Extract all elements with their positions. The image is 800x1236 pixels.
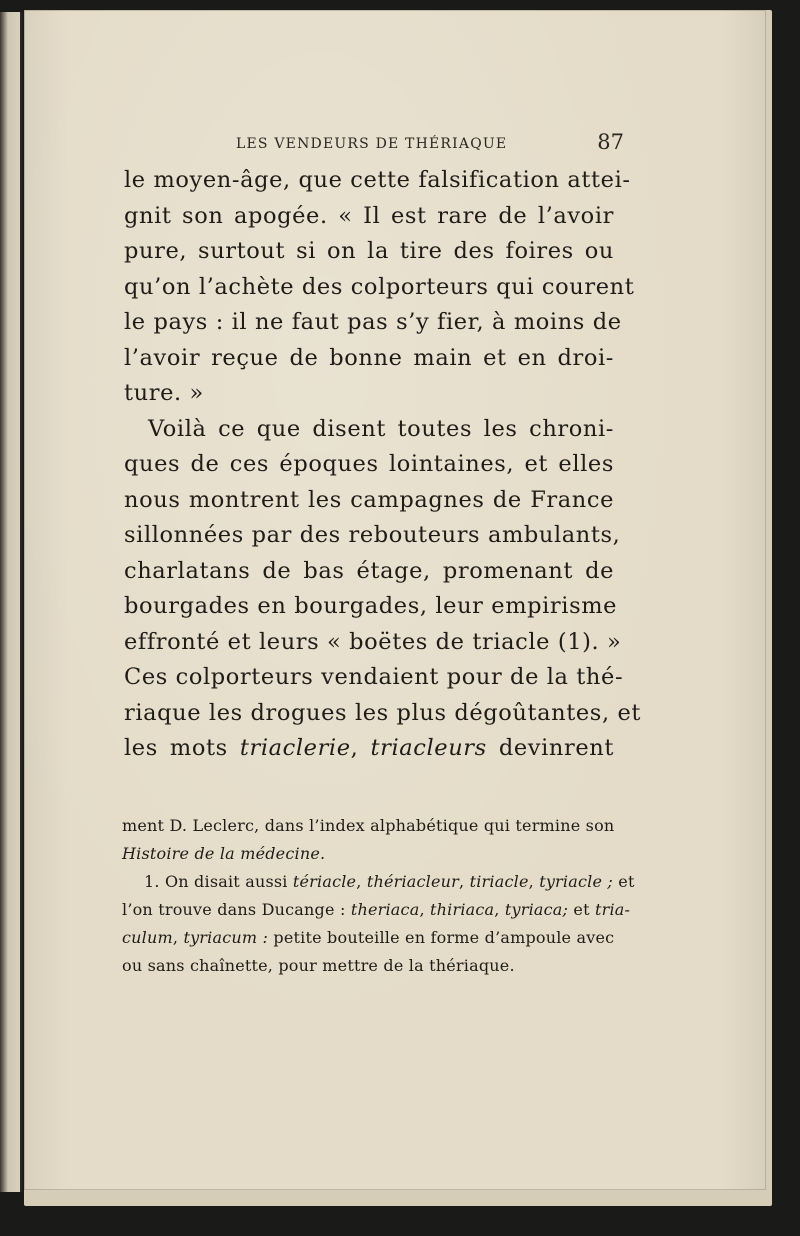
text-line: charlatans de bas étage, promenant de xyxy=(124,557,614,584)
text-line: Ces colporteurs vendaient pour de la thé- xyxy=(124,664,624,690)
text-run: , xyxy=(528,872,540,891)
italic-term: tria- xyxy=(595,900,631,919)
text-line: gnit son apogée. « Il est rare de l’avoir xyxy=(124,202,614,229)
italic-term: tyriacum : xyxy=(183,928,269,947)
footnote-line xyxy=(122,840,612,868)
page-header xyxy=(210,132,630,156)
text-line: Voilà ce que disent toutes les chroni- xyxy=(148,415,614,442)
text-line: le pays : il ne faut pas s’y fier, à moins de xyxy=(124,309,622,335)
page-number: 87 xyxy=(597,130,624,154)
text-run: , xyxy=(356,872,367,891)
italic-term: tériacle xyxy=(292,872,357,891)
italic-term: tyriacle ; xyxy=(539,872,613,891)
italic-term: tyriaca; xyxy=(504,900,569,919)
text-run: , xyxy=(172,928,184,947)
footnote-line: ou sans chaînette, pour mettre de la thériaque. xyxy=(122,956,515,975)
italic-title: Histoire de la médecine. xyxy=(122,844,326,863)
text-run: , xyxy=(459,872,470,891)
text-line: riaque les drogues les plus dégoûtantes, et xyxy=(124,699,642,726)
text-line-last xyxy=(124,731,614,767)
text-run: et xyxy=(568,900,596,919)
text-run: les mots xyxy=(124,735,240,761)
italic-term: tiriacle xyxy=(469,872,529,891)
text-line: le moyen-âge, que cette falsification attei- xyxy=(124,167,631,193)
text-line: nous montrent les campagnes de France xyxy=(124,486,614,513)
text-line: ques de ces époques lointaines, et elles xyxy=(124,451,614,477)
text-line: ture. » xyxy=(124,380,204,406)
footnote-line xyxy=(122,868,635,896)
text-line: pure, surtout si on la tire des foires ou xyxy=(124,238,614,264)
italic-term: triacleurs xyxy=(370,735,487,761)
text-run: , xyxy=(494,900,505,919)
italic-term: thiriaca xyxy=(430,900,495,919)
book-spine-edge xyxy=(0,12,22,1192)
text-run: petite bouteille en forme d’ampoule avec xyxy=(268,928,615,947)
text-run: et xyxy=(612,872,635,891)
footnote-line: ment D. Leclerc, dans l’index alphabétique qui termine son xyxy=(122,816,615,835)
text-run: , xyxy=(350,735,371,761)
footnote-line xyxy=(122,896,631,924)
text-line: qu’on l’achète des colporteurs qui courent xyxy=(124,273,635,300)
text-run: 1. On disait aussi xyxy=(144,872,293,891)
text-run: l’on trouve dans Ducange : xyxy=(122,900,351,919)
footnote-line xyxy=(122,924,615,952)
text-run: , xyxy=(419,900,431,919)
text-line: bourgades en bourgades, leur empirisme xyxy=(124,593,618,619)
running-head: LES VENDEURS DE THÉRIAQUE xyxy=(236,136,508,152)
text-run: devinrent xyxy=(486,735,614,761)
text-line: l’avoir reçue de bonne main et en droi- xyxy=(124,344,614,371)
italic-term: theriaca xyxy=(350,900,420,919)
italic-term: thériacleur xyxy=(366,872,460,891)
footnotes xyxy=(122,812,635,980)
text-line: effronté et leurs « boëtes de triacle (1). » xyxy=(124,628,622,655)
text-line: sillonnées par des rebouteurs ambulants, xyxy=(124,522,621,548)
main-text xyxy=(124,163,642,767)
italic-term: triaclerie xyxy=(239,735,351,761)
italic-term: culum xyxy=(122,928,173,947)
